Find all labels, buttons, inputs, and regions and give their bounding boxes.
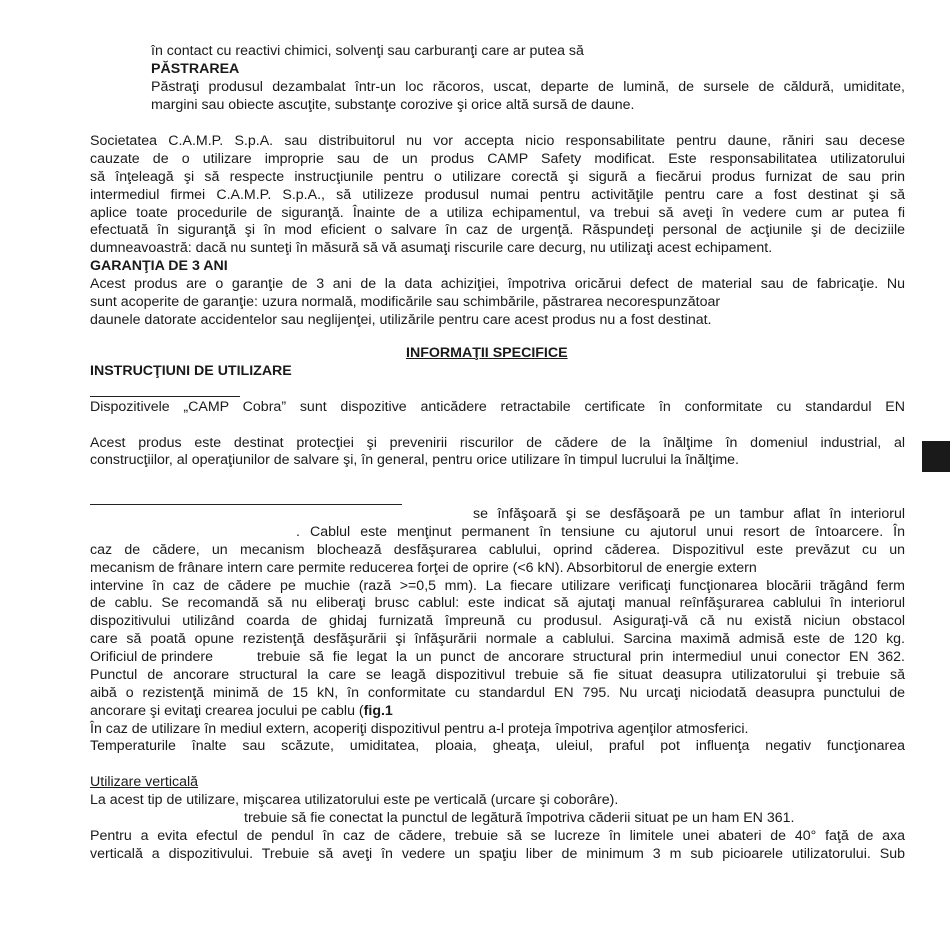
specific-info-heading: INFORMAŢII SPECIFICE — [406, 345, 568, 361]
intro-line: în contact cu reactivi chimici, solvenţi sau carburanţi care ar putea să — [151, 43, 584, 59]
vertical-line: verticală a dispozitivului. Trebuie să aveţi în vedere un spaţiu liber de minimum 3 m sub picioarele utilizatorului. Sub — [90, 846, 905, 862]
storage-heading: PĂSTRAREA — [151, 61, 240, 77]
blank-rule — [90, 504, 402, 505]
mechanism-line-text: ancorare şi evitaţi crearea jocului pe cablu ( — [90, 703, 364, 719]
warranty-heading: GARANŢIA DE 3 ANI — [90, 258, 228, 274]
storage-line: margini sau obiecte ascuţite, substanţe corozive şi orice altă sursă de daune. — [151, 97, 635, 113]
mechanism-line — [90, 703, 393, 721]
mechanism-line: Orificiul de prindere — [90, 649, 214, 665]
devices-line: Dispozitivele „CAMP Cobra” sunt dispozitive anticădere retractabile certificate în conformitate cu standardul EN — [90, 399, 905, 415]
liability-line: Societatea C.A.M.P. S.p.A. sau distribuitorul nu vor accepta nicio responsabilitate pentru daune, răniri sau decese — [90, 133, 905, 149]
vertical-line: Pentru a evita efectul de pendul în caz de cădere, trebuie să se lucreze în limitele unei abateri de 40° faţă de axa — [90, 828, 905, 844]
mechanism-line: . Cablul este menţinut permanent în tensiune cu ajutorul unui resort de întoarcere. În — [296, 524, 905, 540]
liability-line: efectuată în siguranţă şi în mod eficient o salvare în caz de urgenţă. Răspundeţi personal de acţiunile şi de deciziile — [90, 222, 905, 238]
liability-line: dumneavoastră: dacă nu sunteţi în măsură să vă asumaţi riscurile care decurg, nu utilizaţi acest echipament. — [90, 240, 773, 256]
liability-line: să înţeleagă şi să respecte instrucţiunile pentru o utilizare corectă şi sigură a fiecărui produs furnizat de sau prin — [90, 169, 905, 185]
warranty-line: sunt acoperite de garanţie: uzura normală, modificările sau schimbările, păstrarea necorespunzătoar — [90, 294, 721, 310]
outdoor-line: În caz de utilizare în mediul extern, acoperiţi dispozitivul pentru a-l proteja împotriva agenţilor atmosferici. — [90, 721, 749, 737]
purpose-line: construcţiilor, al operaţiunilor de salvare şi, în general, pentru orice utilizare în timpul lucrului la înălţime. — [90, 452, 739, 468]
warranty-line: Acest produs are o garanţie de 3 ani de la data achiziţiei, împotriva oricărui defect de material sau de fabricaţie. Nu — [90, 276, 905, 292]
mechanism-line: mecanism de frânare intern care permite reducerea forţei de oprire (<6 kN). Absorbitorul de energie extern — [90, 560, 757, 576]
liability-line: intermediul firmei C.A.M.P. S.p.A., să utilizeze produsul numai pentru activităţile pentru care a fost destinat şi să — [90, 187, 905, 203]
temperature-line: Temperaturile înalte sau scăzute, umiditatea, ploaia, gheaţa, uleiul, praful pot influenţa negativ funcţionarea — [90, 738, 905, 754]
section-tab-marker — [922, 441, 950, 472]
mechanism-line: de cablu. Se recomandă să nu eliberaţi brusc cablul: este indicat să ajutaţi manual reînfăşurarea cablului în interiorul — [90, 595, 905, 611]
blank-rule — [90, 396, 240, 397]
instructions-heading: INSTRUCŢIUNI DE UTILIZARE — [90, 363, 292, 379]
mechanism-line: intervine în caz de cădere pe muchie (rază >=0,5 mm). La fiecare utilizare verificaţi funcţionarea blocării trăgând ferm — [90, 578, 905, 594]
warranty-line: daunele datorate accidentelor sau neglijenţei, utilizările pentru care acest produs nu a fost destinat. — [90, 312, 712, 328]
liability-line: aplice toate procedurile de siguranţă. Înainte de a utiliza echipamentul, va trebui să aveţi în vedere cum ar putea fi — [90, 205, 905, 221]
storage-line: Păstraţi produsul dezambalat într-un loc răcoros, uscat, departe de lumină, de sursele de căldură, umiditate, — [151, 79, 905, 95]
purpose-line: Acest produs este destinat protecţiei şi prevenirii riscurilor de cădere de la înălţime în domeniul industrial, al — [90, 435, 905, 451]
mechanism-line: aibă o rezistenţă minimă de 15 kN, în conformitate cu standardul EN 795. Nu urcaţi niciodată deasupra punctului de — [90, 685, 905, 701]
vertical-line: trebuie să fie conectat la punctul de legătură împotriva căderii situat pe un ham EN 361. — [244, 810, 795, 826]
liability-line: cauzate de o utilizare improprie sau de un produs CAMP Safety modificat. Este responsabilitatea utilizatorului — [90, 151, 905, 167]
vertical-line: La acest tip de utilizare, mişcarea utilizatorului este pe verticală (urcare şi coborâre). — [90, 792, 619, 808]
fig-reference: fig.1 — [363, 703, 393, 719]
mechanism-line: dispozitivului utilizând coarda de ghidaj furnizată împreună cu produsul. Asiguraţi-vă că nu există niciun obstacol — [90, 613, 905, 629]
mechanism-line: caz de cădere, un mecanism blochează desfăşurarea cablului, oprind căderea. Dispozitivul este prevăzut cu un — [90, 542, 905, 558]
mechanism-line: trebuie să fie legat la un punct de ancorare structural prin intermediul unui conector EN 362. — [257, 649, 905, 665]
mechanism-line: Punctul de ancorare structural la care se leagă dispozitivul trebuie să fie situat deasupra utilizatorului şi trebuie să — [90, 667, 905, 683]
mechanism-line: se înfăşoară şi se desfăşoară pe un tambur aflat în interiorul — [473, 506, 905, 522]
vertical-heading: Utilizare verticală — [90, 774, 199, 790]
mechanism-line: care să poată opune rezistenţă desfăşurării şi înfăşurării normale a cablului. Sarcina maximă admisă este de 120 kg. — [90, 631, 905, 647]
